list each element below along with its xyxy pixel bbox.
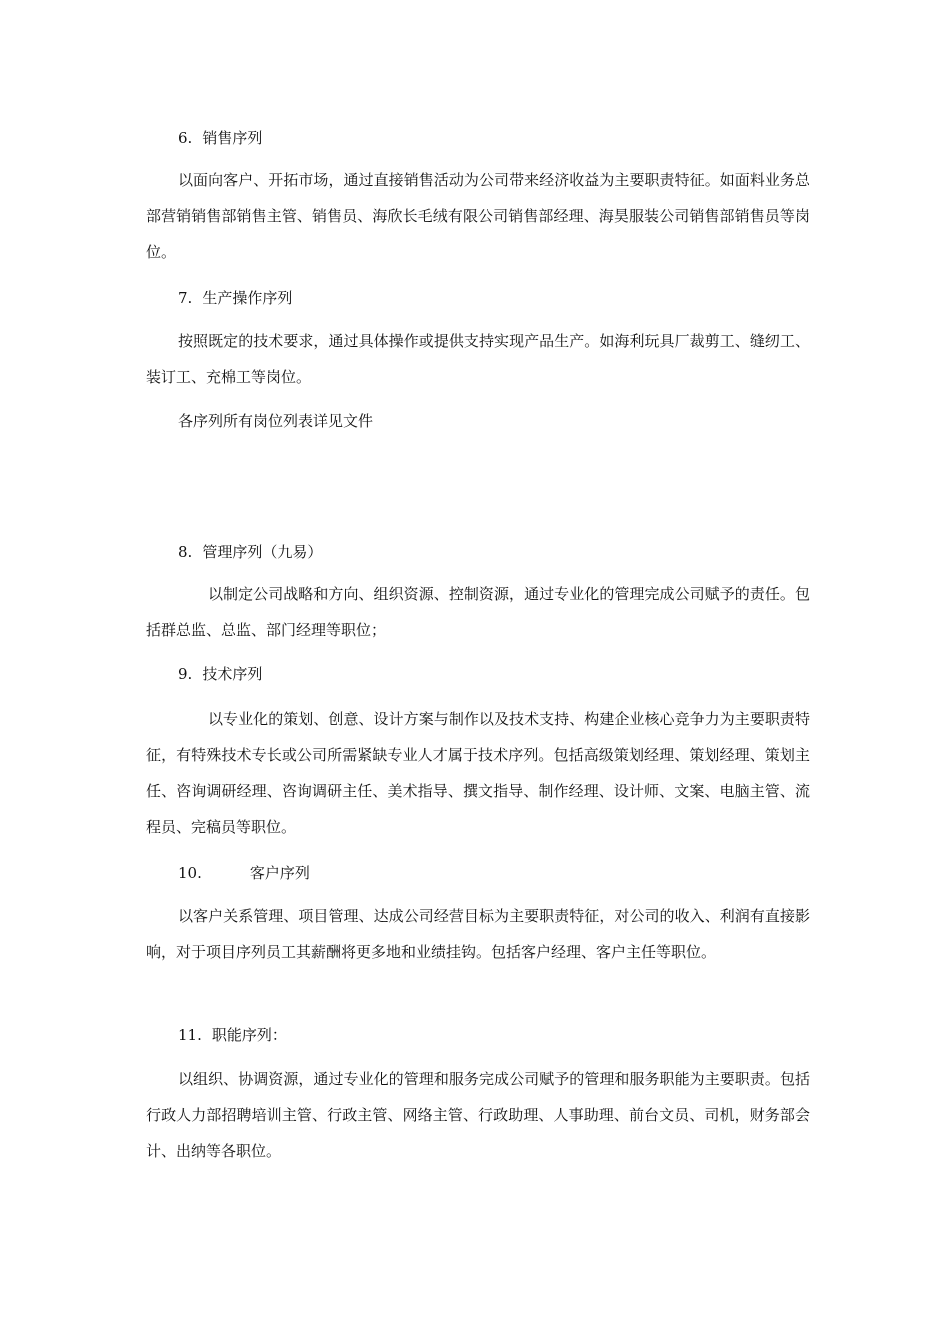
- section-body-6: 以面向客户、开拓市场，通过直接销售活动为公司带来经济收益为主要职责特征。如面料业务总部营销销售部销售主管、销售员、海欣长毛绒有限公司销售部经理、海昊服装公司销售部销售员等岗位。: [146, 171, 810, 261]
- section-heading-9: [178, 664, 262, 684]
- section-number: 11.: [178, 1026, 202, 1044]
- section-heading-8: [178, 542, 322, 562]
- section-title: 销售序列: [202, 129, 263, 147]
- section-number: 6.: [178, 129, 193, 147]
- section-title: 管理序列（九易）: [202, 543, 323, 561]
- section-number: 7.: [178, 289, 193, 307]
- section-title: 客户序列: [249, 864, 310, 882]
- section-heading-11: [178, 1025, 287, 1045]
- section-body-9: 以专业化的策划、创意、设计方案与制作以及技术支持、构建企业核心竞争力为主要职责特征，有特殊技术专长或公司所需紧缺专业人才属于技术序列。包括高级策划经理、策划经理、策划主任、咨询调研经理、咨询调研主任、美术指导、撰文指导、制作经理、设计师、文案、电脑主管、流程员、完稿员等职位。: [146, 710, 810, 836]
- section-body-10: 以客户关系管理、项目管理、达成公司经营目标为主要职责特征，对公司的收入、利润有直接影响，对于项目序列员工其薪酬将更多地和业绩挂钩。包括客户经理、客户主任等职位。: [146, 907, 810, 961]
- section-title: 职能序列：: [211, 1026, 287, 1044]
- section-title: 技术序列: [202, 665, 263, 683]
- section-body-11: 以组织、协调资源，通过专业化的管理和服务完成公司赋予的管理和服务职能为主要职责。包括行政人力部招聘培训主管、行政主管、网络主管、行政助理、人事助理、前台文员、司机，财务部会计、出纳等各职位。: [146, 1070, 810, 1160]
- section-number: 10.: [178, 864, 202, 882]
- section-title: 生产操作序列: [202, 289, 293, 307]
- section-number: 9.: [178, 665, 193, 683]
- note-text: 各序列所有岗位列表详见文件: [178, 412, 374, 430]
- section-heading-7: [178, 288, 292, 308]
- section-body-7: 按照既定的技术要求，通过具体操作或提供支持实现产品生产。如海利玩具厂裁剪工、缝纫工、装订工、充棉工等岗位。: [146, 332, 810, 386]
- section-number: 8.: [178, 543, 193, 561]
- section-body-8: 以制定公司战略和方向、组织资源、控制资源，通过专业化的管理完成公司赋予的责任。包括群总监、总监、部门经理等职位；: [146, 585, 810, 639]
- section-heading-6: [178, 128, 262, 148]
- section-heading-10: [178, 863, 310, 883]
